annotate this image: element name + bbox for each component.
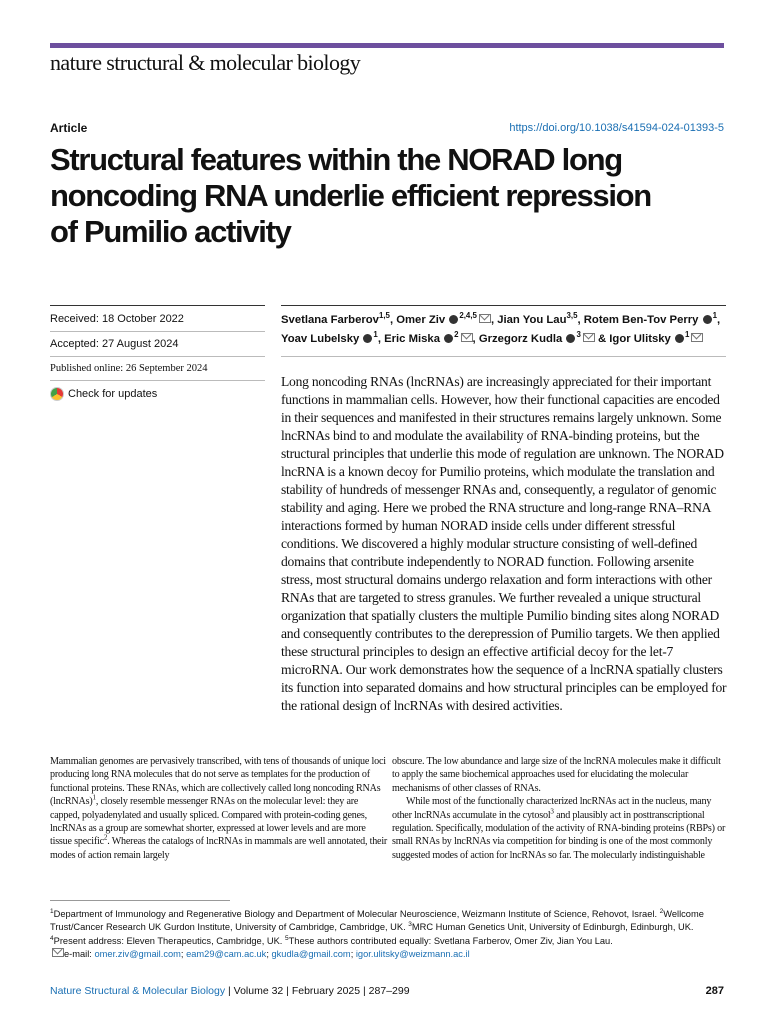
orcid-icon[interactable] [444,334,453,343]
crossmark-icon [50,387,64,401]
abstract: Long noncoding RNAs (lncRNAs) are increasingly appreciated for their important functions in mammalian cells. However, how their functional capacities are encoded in their sequences and manifested in their structures remains largely unknown. Some lncRNAs bind to and modulate the availability of RNA-binding proteins, but the structural principles that underlie this mode of regulation are unknown. The NORAD lncRNA is a known decoy for Pumilio proteins, which modulate the translation and stability of hundreds of messenger RNAs and, consequently, a regulator of genomic stability and aging. Here we probed the RNA structure and long-range RNA–RNA interactions formed by human NORAD inside cells under different stressful conditions. We discovered a highly modular structure consisting of well-defined domains that contribute independently to NORAD function. Following arsenite stress, most structural domains undergo relaxation and form interactions with other RNAs that are targeted to stress granules. We further revealed a unique structural organization that spatially clusters the multiple Pumilio binding sites along NORAD and consequently contributes to the derepression of Pumilio targets. We then applied these structural principles to design an effective artificial decoy for the let-7 microRNA. Our work demonstrates how the sequence of a lncRNA spatially clusters its function into separated domains and how structural principles can be employed for the rational design of lncRNAs with desired activities. [281,374,727,713]
check-for-updates-label: Check for updates [68,388,158,400]
article-title [50,142,730,250]
footnote-number: 4 [50,934,54,942]
divider [50,380,265,381]
title-line: of Pumilio activity [50,214,291,249]
body-text: While most of the functionally characterized lncRNAs act in the nucleus, many other lncRNAs accumulate in the cytosol [392,796,712,821]
orcid-icon[interactable] [363,334,372,343]
email-link[interactable]: eam29@cam.ac.uk [186,948,267,959]
affiliation: Wellcome Trust/Cancer Research UK Gurdon Institute, University of Cambridge, Cambridge, UK. [50,909,704,933]
title-line: noncoding RNA underlie efficient repression [50,178,651,213]
author-list: Svetlana Farberov$^{1,5}$, Omer Ziv $^{2,4,5}$ , Jian You Lau$^{3,5}$, Rotem Ben-Tov Perry $^1$, Yoav Lubelsky $^1$, Eric Miska $^2$ , Grzegorz Kudla $^3$ & Igor Ulitsky $^1$ [281,311,721,345]
divider [50,331,265,332]
check-for-updates-button[interactable] [50,387,157,401]
published-date: Published online: 26 September 2024 [50,363,208,374]
page-footer [50,985,410,997]
affiliation-ref: 1,5 [378,311,390,321]
author-name[interactable]: , Grzegorz Kudla [472,333,563,345]
received-date: Received: 18 October 2022 [50,313,184,325]
author-name[interactable]: , Rotem Ben-Tov Perry [577,314,699,326]
orcid-icon[interactable] [675,334,684,343]
affiliation: Present address: Eleven Therapeutics, Cambridge, UK. [53,935,285,946]
affiliation-ref: 1 [684,330,690,340]
author-name[interactable]: Yoav Lubelsky [281,333,360,345]
separator: ; [180,948,187,959]
author-name[interactable]: , Jian You Lau [490,314,567,326]
footnote-number: 3 [408,921,412,929]
body-paragraph [392,795,730,862]
affiliation-ref: 2 [454,330,459,340]
email-link[interactable]: igor.ulitsky@weizmann.ac.il [355,948,470,959]
body-text: and plausibly act in posttranscriptional regulation. Specifically, modulation of the activity of RNA-binding proteins (RBPs) or small RNAs by lncRNAs via competition for binding is one of the most commonly suggested modes of action for lncRNAs so far. The molecularly indistinguishable [392,809,726,861]
email-icon [52,948,64,957]
body-text: , closely resemble messenger RNAs on the molecular level: they are capped, polyadenylated and usually spliced. Compared with protein-coding genes, lncRNAs as a group are somewhat shorter, expressed at lower levels and are more tissue specific [50,796,367,848]
affiliation-ref: 1 [712,311,717,321]
body-column-left [50,755,388,862]
affiliation-ref: 1 [373,330,378,340]
separator: ; [266,948,272,959]
divider [281,305,726,306]
email-icon[interactable] [461,333,473,342]
citation-ref[interactable]: 3 [550,807,554,816]
citation-ref[interactable]: 2 [103,834,108,843]
body-text: . Whereas the catalogs of lncRNAs in mammals are well annotated, their modes of action remain largely [50,836,388,861]
affiliation: MRC Human Genetics Unit, University of Edinburgh, Edinburgh, UK. [411,922,694,933]
header-accent-bar [50,43,724,48]
affiliation: These authors contributed equally: Svetlana Farberov, Omer Ziv, Jian You Lau. [288,935,613,946]
journal-name: nature structural & molecular biology [50,50,361,75]
footer-issue: | Volume 32 | February 2025 | 287–299 [225,985,410,997]
email-icon[interactable] [583,333,595,342]
affiliation-ref: 2,4,5 [459,311,477,321]
accepted-date: Accepted: 27 August 2024 [50,338,179,350]
affiliation-ref: 3,5 [566,311,578,321]
email-label: e-mail: [64,948,95,959]
orcid-icon[interactable] [449,315,458,324]
author-name[interactable]: Svetlana Farberov [281,314,379,326]
divider [50,356,265,357]
email-icon[interactable] [691,333,703,342]
citation-ref[interactable]: 1 [92,793,96,802]
separator: ; [350,948,356,959]
footnote-number: 2 [659,907,664,915]
affiliation: Department of Immunology and Regenerative Biology and Department of Molecular Neuroscience, Weizmann Institute of Science, Rehovot, Israel. [53,909,660,919]
footnote-number: 1 [50,907,54,915]
footnote-number: 5 [284,934,289,942]
email-link[interactable]: gkudla@gmail.com [271,948,351,959]
title-line: Structural features within the NORAD long [50,142,622,177]
body-text: Mammalian genomes are pervasively transcribed, with tens of thousands of unique loci producing long RNA molecules that do not serve as templates for the production of functional proteins. These RNAs, which are collectively called long noncoding RNAs (lncRNAs) [50,756,386,808]
body-paragraph [50,755,388,862]
author-name[interactable]: & Igor Ulitsky [598,333,671,345]
footer-journal-link[interactable]: Nature Structural & Molecular Biology [50,985,226,997]
body-paragraph: obscure. The low abundance and large size of the lncRNA molecules make it difficult to apply the same biochemical approaches used for elucidating the molecular mechanisms of other classes of RNAs. [392,756,721,794]
body-column-right [392,755,730,862]
doi-link[interactable]: https://doi.org/10.1038/s41594-024-01393-5 [509,122,724,134]
divider [281,356,726,357]
orcid-icon[interactable] [703,315,712,324]
author-name[interactable]: , Eric Miska [377,333,440,345]
email-link[interactable]: omer.ziv@gmail.com [94,948,181,959]
author-name[interactable]: , Omer Ziv [389,314,446,326]
orcid-icon[interactable] [566,334,575,343]
footnote-divider [50,900,230,901]
affiliations-footnote [50,908,730,961]
article-type-label: Article [50,121,88,135]
affiliation-ref: 3 [576,330,581,340]
divider [50,305,265,306]
email-icon[interactable] [479,314,491,323]
page-number: 287 [705,985,724,997]
